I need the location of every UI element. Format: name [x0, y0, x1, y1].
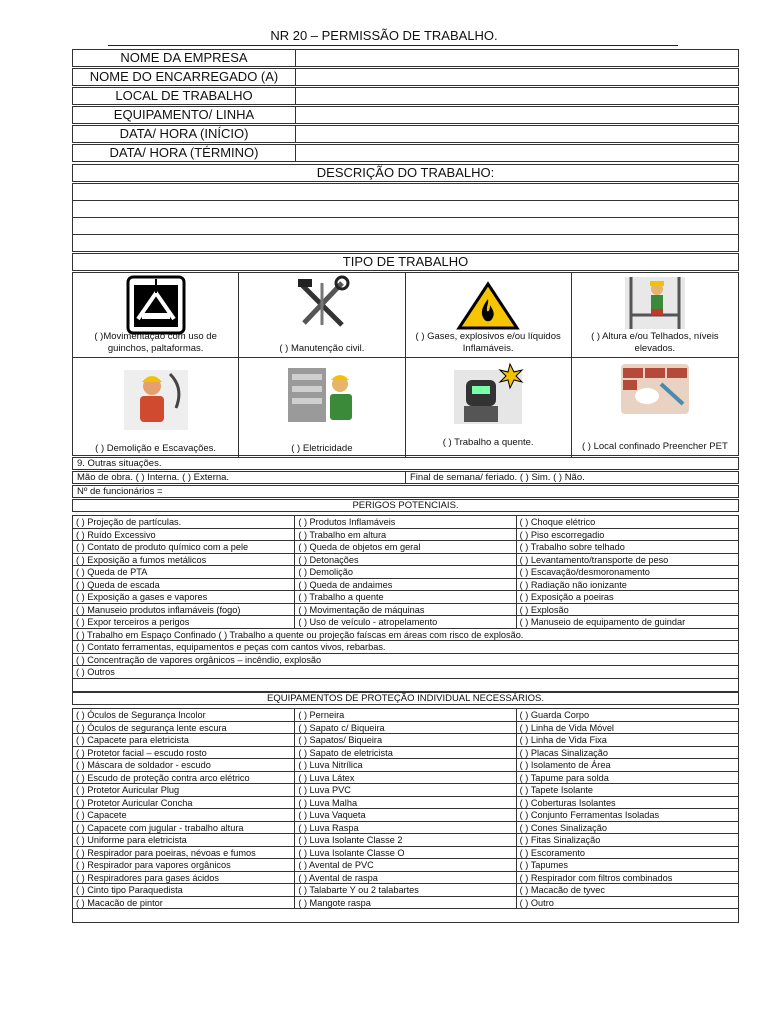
work-type-heading: TIPO DE TRABALHO: [72, 253, 739, 271]
ppe-row: [73, 847, 738, 860]
employee-count-field[interactable]: Nº de funcionários =: [72, 485, 739, 498]
hazard-row: [73, 591, 738, 604]
other-situations[interactable]: 9. Outras situações.: [72, 457, 739, 470]
checkbox-item[interactable]: ( ) Detonações: [295, 554, 516, 566]
ppe-row: [73, 884, 738, 897]
hazards-heading: PERIGOS POTENCIAIS.: [72, 499, 739, 512]
checkbox-item[interactable]: ( ) Contato de produto químico com a pele: [73, 541, 295, 553]
checkbox-item[interactable]: ( ) Sapatos/ Biqueira: [295, 734, 516, 746]
flammable-warning-icon: [456, 281, 520, 331]
checkbox-item[interactable]: ( ) Escudo de proteção contra arco elétrico: [73, 772, 295, 784]
checkbox-item[interactable]: ( ) Produtos Inflamáveis: [295, 516, 516, 528]
ppe-row: [73, 859, 738, 872]
hazard-row: [73, 654, 738, 667]
description-line[interactable]: [72, 234, 739, 252]
work-type-civil-maintenance[interactable]: [239, 273, 405, 358]
welder-icon: [452, 362, 524, 426]
checkbox-item[interactable]: ( ) Isolamento de Área: [519, 760, 611, 770]
work-type-caption: ( ) Manutenção civil.: [279, 343, 365, 354]
ppe-row: [73, 722, 738, 735]
checkbox-item[interactable]: ( ) Protetor Auricular Concha: [73, 797, 295, 809]
ppe-row: [73, 897, 738, 910]
checkbox-item[interactable]: ( ) Trabalho a quente: [295, 591, 516, 603]
work-type-hoist[interactable]: [73, 273, 239, 358]
checkbox-item[interactable]: ( ) Linha de Vida Móvel: [519, 722, 614, 733]
checkbox-item[interactable]: ( ) Uso de veículo - atropelamento: [295, 616, 516, 628]
checkbox-item[interactable]: ( ) Protetor facial – escudo rosto: [73, 747, 295, 759]
checkbox-item[interactable]: ( ) Ruído Excessivo: [73, 529, 295, 541]
electrician-icon: [284, 364, 360, 426]
demolition-worker-icon: [120, 364, 192, 434]
work-type-grid: [72, 272, 739, 456]
start-datetime-row[interactable]: [72, 125, 739, 143]
weekend-holiday-field[interactable]: Final de semana/ feriado. ( ) Sim. ( ) Não.: [410, 472, 585, 483]
work-type-caption: ( ) Gases, explosivos e/ou líquidos Inflamáveis.: [415, 331, 561, 354]
checkbox-item[interactable]: ( ) Piso escorregadio: [519, 529, 605, 540]
hazard-row: [73, 616, 738, 629]
hazard-row: [73, 529, 738, 542]
checkbox-item[interactable]: ( ) Outros: [76, 667, 115, 677]
hazard-row: [73, 641, 738, 654]
checkbox-item[interactable]: ( ) Radiação não ionizante: [519, 579, 627, 590]
checkbox-item[interactable]: ( ) Trabalho sobre telhado: [519, 542, 625, 552]
work-type-caption: ( ) Trabalho a quente.: [442, 437, 534, 448]
checkbox-item[interactable]: ( ) Tapumes: [519, 860, 568, 870]
description-line[interactable]: [72, 200, 739, 218]
description-line[interactable]: [72, 217, 739, 235]
checkbox-item[interactable]: ( ) Talabarte Y ou 2 talabartes: [295, 884, 516, 896]
end-datetime-label: DATA/ HORA (TÉRMINO): [73, 145, 296, 161]
work-location-row[interactable]: [72, 87, 739, 105]
tools-icon: [292, 275, 352, 331]
checkbox-item[interactable]: ( ) Luva Isolante Classe 2: [295, 834, 516, 846]
checkbox-item[interactable]: ( ) Macacão de tyvec: [519, 885, 605, 895]
checkbox-item[interactable]: ( ) Queda de andaimes: [295, 579, 516, 591]
supervisor-name-row[interactable]: [72, 68, 739, 86]
checkbox-item[interactable]: ( ) Conjunto Ferramentas Isoladas: [519, 810, 660, 820]
checkbox-item[interactable]: ( ) Queda de objetos em geral: [295, 541, 516, 553]
checkbox-item[interactable]: ( ) Escavação/desmoronamento: [519, 567, 650, 577]
labor-row: [72, 471, 739, 484]
checkbox-item[interactable]: ( ) Fitas Sinalização: [519, 835, 601, 845]
checkbox-item[interactable]: ( ) Trabalho em Espaço Confinado ( ) Trabalho a quente ou projeção faíscas em áreas com risco de explosão.: [76, 629, 524, 640]
checkbox-item[interactable]: ( ) Luva Malha: [295, 797, 516, 809]
checkbox-item[interactable]: ( ) Macacão de pintor: [73, 897, 295, 909]
checkbox-item[interactable]: ( ) Avental de PVC: [295, 859, 516, 871]
checkbox-item[interactable]: ( ) Respirador com filtros combinados: [519, 872, 673, 883]
equipment-line-row[interactable]: [72, 106, 739, 124]
ppe-row: [73, 797, 738, 810]
checkbox-item[interactable]: ( ) Trabalho em altura: [295, 529, 516, 541]
hazard-row: [73, 554, 738, 567]
checkbox-item[interactable]: ( ) Concentração de vapores orgânicos – incêndio, explosão: [76, 654, 322, 665]
ppe-row: [73, 784, 738, 797]
checkbox-item[interactable]: ( ) Luva Raspa: [295, 822, 516, 834]
ppe-row: [73, 772, 738, 785]
company-name-label: NOME DA EMPRESA: [73, 50, 296, 66]
height-worker-icon: [623, 275, 687, 331]
checkbox-item[interactable]: ( ) Protetor Auricular Plug: [73, 784, 295, 796]
hazard-row: [73, 604, 738, 617]
work-type-caption: ( ) Local confinado Preencher PET: [582, 441, 728, 452]
checkbox-item[interactable]: ( ) Manuseio produtos inflamáveis (fogo): [73, 604, 295, 616]
checkbox-item[interactable]: ( ) Respirador para vapores orgânicos: [73, 859, 295, 871]
end-datetime-row[interactable]: [72, 144, 739, 162]
work-type-caption: ( ) Eletricidade: [291, 443, 353, 454]
work-type-height[interactable]: [572, 273, 738, 358]
checkbox-item[interactable]: ( ) Outro: [519, 897, 554, 908]
ppe-row: [73, 809, 738, 822]
description-line[interactable]: [72, 183, 739, 201]
labor-type-field[interactable]: Mão de obra. ( ) Interna. ( ) Externa.: [73, 472, 406, 484]
ppe-table: [72, 708, 739, 923]
checkbox-item[interactable]: ( ) Manuseio de equipamento de guindar: [519, 617, 686, 627]
checkbox-item[interactable]: ( ) Luva Vaqueta: [295, 809, 516, 821]
checkbox-item[interactable]: ( ) Movimentação de máquinas: [295, 604, 516, 616]
checkbox-item[interactable]: ( ) Levantamento/transporte de peso: [519, 554, 669, 565]
hazard-row: [73, 579, 738, 592]
hoist-icon: [124, 275, 188, 337]
checkbox-item[interactable]: ( ) Choque elétrico: [519, 517, 596, 527]
description-heading: DESCRIÇÃO DO TRABALHO:: [72, 164, 739, 182]
checkbox-item[interactable]: ( ) Escoramento: [519, 847, 586, 858]
ppe-row: [73, 747, 738, 760]
hazards-table: [72, 515, 739, 692]
work-type-caption: ( ) Demolição e Escavações.: [95, 443, 217, 454]
ppe-row: [73, 759, 738, 772]
checkbox-item[interactable]: ( ) Coberturas Isolantes: [519, 797, 616, 808]
work-type-flammables[interactable]: [406, 273, 572, 358]
checkbox-item[interactable]: ( ) Capacete: [73, 809, 295, 821]
checkbox-item[interactable]: ( ) Expor terceiros a perigos: [73, 616, 295, 628]
checkbox-item[interactable]: ( ) Perneira: [295, 709, 516, 721]
checkbox-item[interactable]: ( ) Luva Nitrílica: [295, 759, 516, 771]
work-type-hot-work[interactable]: [406, 358, 572, 457]
checkbox-item[interactable]: ( ) Contato ferramentas, equipamentos e peças com cantos vivos, rebarbas.: [76, 642, 386, 652]
work-type-confined-space[interactable]: [572, 358, 738, 457]
hazard-row: [73, 629, 738, 642]
checkbox-item[interactable]: ( ) Exposição a poeiras: [519, 592, 614, 602]
checkbox-item[interactable]: ( ) Sapato c/ Biqueira: [295, 722, 516, 734]
hazard-row: [73, 516, 738, 529]
checkbox-item[interactable]: ( ) Projeção de partículas.: [73, 516, 295, 528]
title-underline: [108, 45, 678, 46]
checkbox-item[interactable]: ( ) Guarda Corpo: [519, 710, 590, 720]
work-type-demolition[interactable]: [73, 358, 239, 457]
ppe-row: [73, 822, 738, 835]
checkbox-item[interactable]: ( ) Tapume para solda: [519, 772, 609, 783]
ppe-row: [73, 734, 738, 747]
ppe-row: [73, 834, 738, 847]
checkbox-item[interactable]: ( ) Capacete para eletricista: [73, 734, 295, 746]
checkbox-item[interactable]: ( ) Luva PVC: [295, 784, 516, 796]
checkbox-item[interactable]: ( ) Luva Látex: [295, 772, 516, 784]
work-location-label: LOCAL DE TRABALHO: [73, 88, 296, 104]
checkbox-item[interactable]: ( ) Máscara de soldador - escudo: [73, 759, 295, 771]
checkbox-item[interactable]: ( ) Capacete com jugular - trabalho altura: [73, 822, 295, 834]
hazard-row: [73, 666, 738, 679]
checkbox-item[interactable]: ( ) Exposição a gases e vapores: [73, 591, 295, 603]
hazard-row: [73, 566, 738, 579]
checkbox-item[interactable]: ( ) Óculos de Segurança Incolor: [73, 709, 295, 721]
checkbox-item[interactable]: ( ) Explosão: [519, 604, 569, 615]
ppe-row: [73, 872, 738, 885]
checkbox-item[interactable]: ( ) Queda de escada: [73, 579, 295, 591]
start-datetime-label: DATA/ HORA (INÍCIO): [73, 126, 296, 142]
hazard-blank-row[interactable]: [73, 679, 738, 692]
work-type-caption: ( ) Altura e/ou Telhados, níveis elevados.: [591, 331, 719, 354]
ppe-row: [73, 709, 738, 722]
checkbox-item[interactable]: ( ) Demolição: [295, 566, 516, 578]
supervisor-name-label: NOME DO ENCARREGADO (A): [73, 69, 296, 85]
checkbox-item[interactable]: ( ) Tapete Isolante: [519, 785, 594, 795]
ppe-heading: EQUIPAMENTOS DE PROTEÇÃO INDIVIDUAL NECESSÁRIOS.: [72, 692, 739, 705]
work-type-caption: ( )Movimentação com uso de guinchos, paltaformas.: [94, 331, 217, 354]
checkbox-item[interactable]: ( ) Cones Sinalização: [519, 822, 607, 833]
checkbox-item[interactable]: ( ) Óculos de segurança lente escura: [73, 722, 295, 734]
checkbox-item[interactable]: ( ) Queda de PTA: [73, 566, 295, 578]
checkbox-item[interactable]: ( ) Respirador para poeiras, névoas e fumos: [73, 847, 295, 859]
equipment-line-label: EQUIPAMENTO/ LINHA: [73, 107, 296, 123]
checkbox-item[interactable]: ( ) Placas Sinalização: [519, 747, 608, 758]
checkbox-item[interactable]: ( ) Respiradores para gases ácidos: [73, 872, 295, 884]
checkbox-item[interactable]: ( ) Mangote raspa: [295, 897, 516, 909]
checkbox-item[interactable]: ( ) Avental de raspa: [295, 872, 516, 884]
checkbox-item[interactable]: ( ) Cinto tipo Paraquedista: [73, 884, 295, 896]
ppe-blank-row[interactable]: [73, 909, 738, 922]
checkbox-item[interactable]: ( ) Luva Isolante Classe O: [295, 847, 516, 859]
page-title: NR 20 – PERMISSÃO DE TRABALHO.: [270, 28, 498, 43]
checkbox-item[interactable]: ( ) Sapato de eletricista: [295, 747, 516, 759]
confined-space-icon: [617, 360, 693, 420]
work-type-electricity[interactable]: [239, 358, 405, 457]
company-name-row[interactable]: [72, 49, 739, 67]
hazard-row: [73, 541, 738, 554]
checkbox-item[interactable]: ( ) Exposição a fumos metálicos: [73, 554, 295, 566]
checkbox-item[interactable]: ( ) Uniforme para eletricista: [73, 834, 295, 846]
checkbox-item[interactable]: ( ) Linha de Vida Fixa: [519, 735, 607, 745]
